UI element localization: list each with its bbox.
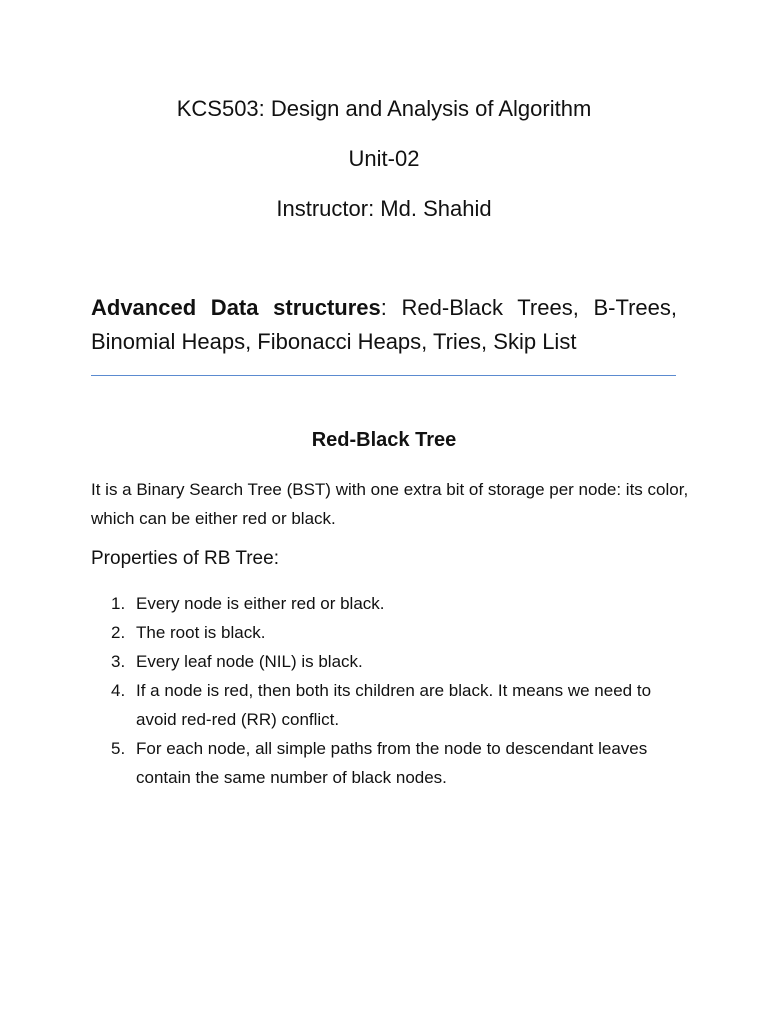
list-item-number: 2. bbox=[111, 623, 126, 642]
list-item bbox=[91, 676, 691, 734]
list-item-text: Every node is either red or black. bbox=[136, 594, 385, 613]
list-item-number: 3. bbox=[111, 652, 126, 671]
properties-heading: Properties of RB Tree: bbox=[91, 548, 279, 569]
list-item bbox=[91, 647, 691, 676]
topics-separator: : bbox=[380, 295, 387, 320]
section-title: Red-Black Tree bbox=[311, 429, 457, 451]
instructor-line: Instructor: Md. Shahid bbox=[276, 196, 492, 221]
topics-paragraph bbox=[91, 291, 677, 359]
list-item-text: The root is black. bbox=[136, 623, 266, 642]
topics-list: Red-Black Trees, B-Trees, Binomial Heaps, Fibonacci Heaps, Tries, Skip List bbox=[91, 295, 677, 354]
section-divider bbox=[91, 375, 676, 376]
properties-list bbox=[91, 589, 691, 792]
list-item-number: 5. bbox=[111, 739, 126, 758]
intro-paragraph: It is a Binary Search Tree (BST) with one extra bit of storage per node: its color, which can be either red or black. bbox=[91, 480, 689, 528]
list-item bbox=[91, 734, 691, 792]
list-item-text: For each node, all simple paths from the node to descendant leaves contain the same number of black nodes. bbox=[136, 739, 648, 787]
unit-label: Unit-02 bbox=[348, 146, 420, 171]
list-item-text: Every leaf node (NIL) is black. bbox=[136, 652, 363, 671]
list-item-number: 4. bbox=[111, 681, 126, 700]
list-item-number: 1. bbox=[111, 594, 126, 613]
list-item-text: If a node is red, then both its children are black. It means we need to avoid red-red (RR) conflict. bbox=[136, 681, 652, 729]
topics-lead: Advanced Data structures bbox=[91, 295, 381, 320]
list-item bbox=[91, 589, 691, 618]
course-title: KCS503: Design and Analysis of Algorithm bbox=[176, 96, 592, 121]
list-item bbox=[91, 618, 691, 647]
